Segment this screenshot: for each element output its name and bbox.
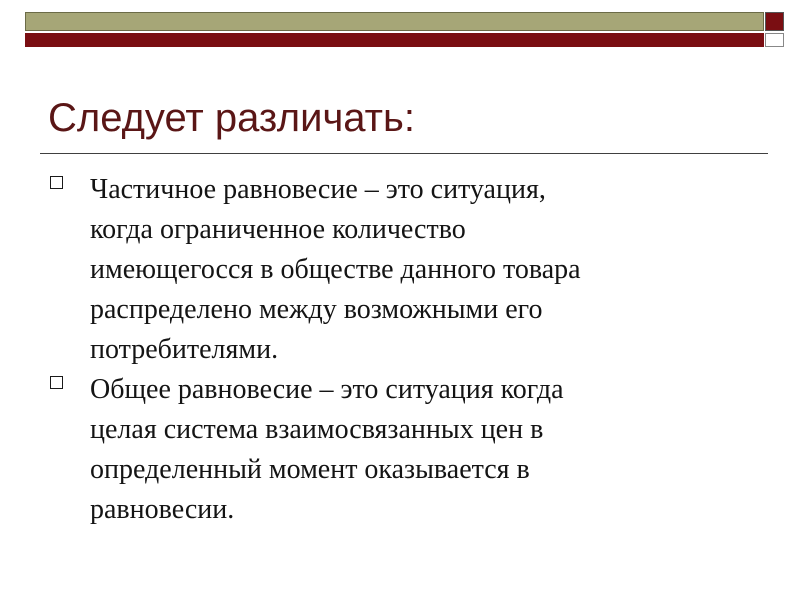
title-divider <box>40 153 768 154</box>
bullet-item-partial-equilibrium <box>48 170 748 370</box>
bullet-line: когда ограниченное количество <box>90 214 466 245</box>
bullet-item-general-equilibrium <box>48 370 748 530</box>
bullet-line: определенный момент оказывается в <box>90 454 530 485</box>
header-square-maroon <box>765 12 784 31</box>
header-bar-olive <box>25 12 764 31</box>
bullet-line: распределено между возможными его <box>90 294 543 325</box>
header-square-white <box>765 33 784 47</box>
header-bar-maroon <box>25 33 764 47</box>
square-bullet-icon <box>50 376 63 389</box>
bullet-line: Частичное равновесие – это ситуация, <box>90 174 546 205</box>
slide-title: Следует различать: <box>48 96 415 140</box>
square-bullet-icon <box>50 176 63 189</box>
bullet-line: целая система взаимосвязанных цен в <box>90 414 544 445</box>
bullet-line: Общее равновесие – это ситуация когда <box>90 374 564 405</box>
bullet-line: равновесии. <box>90 494 235 525</box>
bullet-line: потребителями. <box>90 334 279 365</box>
bullet-line: имеющегосся в обществе данного товара <box>90 254 581 285</box>
slide-body <box>48 170 748 530</box>
